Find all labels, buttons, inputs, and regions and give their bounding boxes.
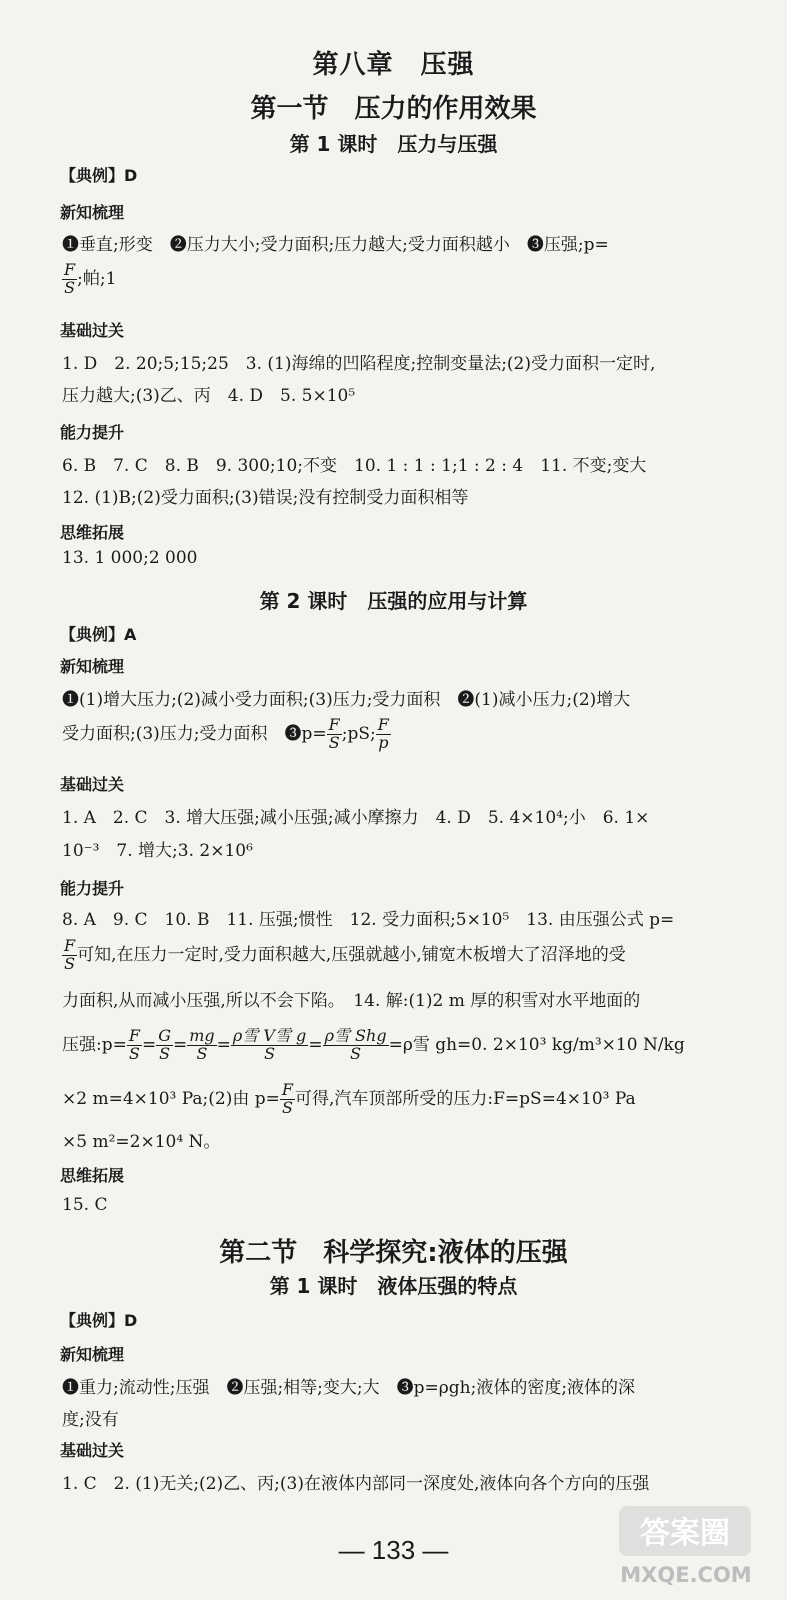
- watermark-brand: 答案圈: [640, 1516, 730, 1551]
- xinzhi-label: 新知梳理: [60, 657, 125, 676]
- dianli-label: 【典例】D: [60, 1311, 138, 1330]
- siwei-label: 思维拓展: [60, 523, 125, 542]
- lesson-1-title: 第 1 课时 压力与压强: [289, 132, 498, 156]
- fraction: $\frac{\text{ρ雪 Shg}}{S}$: [324, 1026, 387, 1063]
- nengli-label: 能力提升: [60, 879, 125, 898]
- dianli-label: 【典例】A: [60, 625, 137, 644]
- nengli-line-2: $\frac{F}{S}$ 可知,在压力一定时,受力面积越大,压强就越小,铺宽木板增大了沼泽地的受: [64, 936, 626, 973]
- jichu-label: 基础过关: [60, 1441, 125, 1460]
- fraction: $\frac{F}{S}$: [64, 260, 76, 297]
- nengli-line-2: 12. (1)B;(2)受力面积;(3)错误;没有控制受力面积相等: [62, 488, 469, 508]
- fraction: $\frac{F}{p}$: [377, 715, 389, 752]
- nengli-line-6: ×5 m²=2×10⁴ N。: [62, 1132, 221, 1152]
- jichu-label: 基础过关: [60, 321, 125, 340]
- fraction: $\frac{F}{S}$: [281, 1080, 293, 1117]
- jichu-label: 基础过关: [60, 775, 125, 794]
- xinzhi-label: 新知梳理: [60, 203, 125, 222]
- nengli-label: 能力提升: [60, 423, 125, 442]
- lesson-2-title: 第 2 课时 压强的应用与计算: [259, 589, 528, 613]
- xinzhi-line-2: $\frac{F}{S}$ ;帕;1: [64, 260, 117, 297]
- jichu-line-2: 压力越大;(3)乙、丙 4. D 5. 5×10⁵: [62, 386, 356, 406]
- xinzhi-line-1: ❶重力;流动性;压强 ❷压强;相等;变大;大 ❸p=ρgh;液体的密度;液体的深: [62, 1378, 636, 1398]
- fraction: $\frac{F}{S}$: [64, 936, 76, 973]
- dianli-label: 【典例】D: [60, 166, 138, 185]
- nengli-line-3: 力面积,从而减小压强,所以不会下陷。 14. 解:(1)2 m 厚的积雪对水平地面的: [62, 991, 641, 1011]
- xinzhi-line-2: 受力面积;(3)压力;受力面积 ❸p= $\frac{F}{S}$ ;pS; $\frac{F}{p}$: [62, 715, 389, 752]
- fraction: $\frac{\text{ρ雪 V雪 g}}{S}$: [232, 1026, 307, 1063]
- page-number: — 133 —: [338, 1535, 449, 1565]
- fraction: $\frac{G}{S}$: [158, 1026, 171, 1063]
- jichu-line-1: 1. D 2. 20;5;15;25 3. (1)海绵的凹陷程度;控制变量法;(2)受力面积一定时,: [62, 354, 656, 374]
- lesson-3-title: 第 1 课时 液体压强的特点: [269, 1274, 518, 1298]
- siwei-line-1: 13. 1 000;2 000: [62, 548, 198, 568]
- nengli-line-4: 压强:p= $\frac{F}{S}$ = $\frac{G}{S}$ = $\frac{mg}{S}$ = $\frac{\text{ρ雪 V雪 g}}{S}$ = $\frac{\text{ρ雪 Shg}}{S}$ =ρ雪 gh=0. 2×10³ kg/m³×10 N/kg: [62, 1026, 685, 1063]
- xinzhi-line-1: ❶垂直;形变 ❷压力大小;受力面积;压力越大;受力面积越小 ❸压强;p=: [62, 235, 609, 255]
- section-1-title: 第一节 压力的作用效果: [250, 94, 537, 124]
- fraction: $\frac{mg}{S}$: [189, 1026, 215, 1063]
- xinzhi-line-2: 度;没有: [62, 1410, 119, 1430]
- xinzhi-label: 新知梳理: [60, 1345, 125, 1364]
- nengli-line-1: 6. B 7. C 8. B 9. 300;10;不变 10. 1 : 1 : 1;1 : 2 : 4 11. 不变;变大: [62, 456, 647, 476]
- siwei-line-1: 15. C: [62, 1195, 108, 1215]
- watermark-site: MXQE.COM: [620, 1563, 752, 1587]
- jichu-line-1: 1. A 2. C 3. 增大压强;减小压强;减小摩擦力 4. D 5. 4×10⁴;小 6. 1×: [62, 808, 650, 828]
- jichu-line-1: 1. C 2. (1)无关;(2)乙、丙;(3)在液体内部同一深度处,液体向各个方向的压强: [62, 1474, 650, 1494]
- fraction: $\frac{F}{S}$: [328, 715, 340, 752]
- siwei-label: 思维拓展: [60, 1166, 125, 1185]
- chapter-title: 第八章 压强: [312, 50, 475, 80]
- jichu-line-2: 10⁻³ 7. 增大;3. 2×10⁶: [62, 841, 253, 861]
- nengli-line-1: 8. A 9. C 10. B 11. 压强;惯性 12. 受力面积;5×10⁵ 13. 由压强公式 p=: [62, 910, 675, 930]
- nengli-line-5: ×2 m=4×10³ Pa;(2)由 p= $\frac{F}{S}$ 可得,汽车顶部所受的压力:F=pS=4×10³ Pa: [62, 1080, 636, 1117]
- watermark-logo: [597, 1500, 775, 1590]
- section-2-title: 第二节 科学探究:液体的压强: [219, 1238, 568, 1268]
- xinzhi-line-1: ❶(1)增大压力;(2)减小受力面积;(3)压力;受力面积 ❷(1)减小压力;(2)增大: [62, 690, 631, 710]
- fraction: $\frac{F}{S}$: [128, 1026, 140, 1063]
